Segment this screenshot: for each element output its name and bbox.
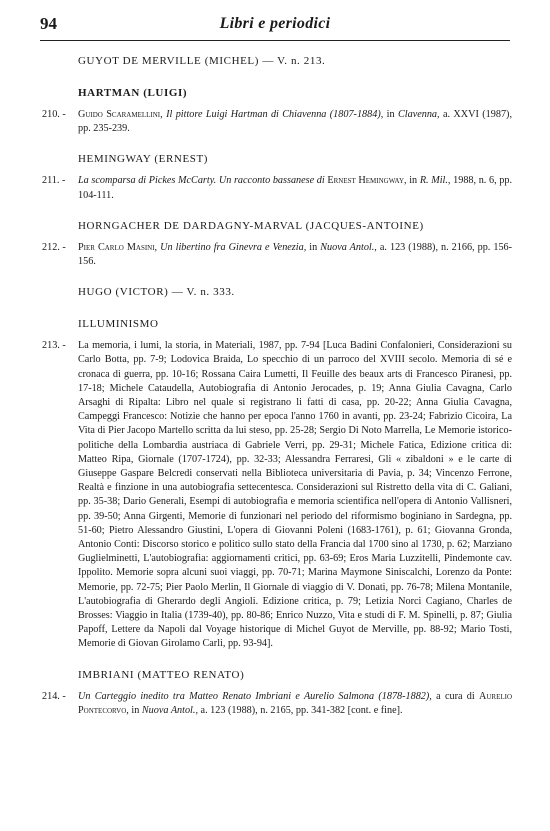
subject-heading-hartman: HARTMAN (LUIGI): [78, 87, 188, 99]
entry-curator: Aurelio Pontecorvo,: [78, 690, 513, 716]
entry-journal: R. Mil.,: [419, 175, 451, 187]
entry-author: Ernest Hemingway,: [327, 175, 407, 187]
header-rule: [40, 40, 510, 41]
entry-number: 212. -: [42, 241, 66, 253]
subject-heading-imbriani: IMBRIANI (MATTEO RENATO): [78, 668, 245, 681]
entry-journal: Nuova Antol.,: [320, 241, 377, 253]
entry-212: 212. - Pier Carlo Masini, Un libertino fra Ginevra e Venezia, in Nuova Antol., a. 123 (1988), n. 2166, pp. 156-156.: [42, 241, 512, 269]
subject-heading-hemingway: HEMINGWAY (ERNEST): [78, 153, 209, 166]
entry-number: 210. -: [42, 109, 66, 120]
entry-211: 211. - La scomparsa di Pickes McCarty. Un racconto bassanese di Ernest Hemingway, in R. Mil., 1988, n. 6, pp. 104-111.: [42, 174, 512, 202]
entry-details: a. 123 (1988), n. 2166, pp. 156-156.: [78, 241, 513, 268]
entry-text: La memoria, i lumi, la storia, in Materiali, 1987, pp. 7-94 [Luca Badini Confalonieri, Considerazioni su Carlo Botta, pp. 7-9; Lodovica Braida, Lo specchio di un parroco del XVIII secolo. Memoria di sé e cronaca di guerra, pp. 10-16; Rossana Caira Lumetti, Il Feuille des beaux arts di Francesco Piranesi, pp. 17-18; Michele Cataudella, Autobiografia di Antonio Jerocades, p. 19; Anna Giulia Cavagna, Carlo Arsaghi di Ripalta: Libro nel quale si registrano li fatti di casa, pp. 20-22; Anna Giulia Cavagna, Campeggi Francesco: Notizie che hanno per epoca l'anno 1760 in avanti, pp. 23-24; Fabrizio Cicoira, La Vita di Pier Jacopo Martello scritta da lui steso, pp. 25-28; Sergio Di Noto Marrella, Le Memorie istorico-politiche della Lombardia austriaca di Gabriele Verri, pp. 29-31; Michele Fatica, Edizione critica di: Matteo Ripa, Giornale (1707-1724), pp. 32-33; Alessandra Ferraresi, Gli « zibaldoni » e le carte di Giuseppe Gaspare Belcredi conservati nella Biblioteca universitaria di Pavia, p. 34; Vincenzo Ferrone, Realtà e finzione in una autobiografia settecentesca. Considerazioni sul Ristretto della vita di C. Galiani, pp. 35-38; Dario Generali, Esempi di autobiografia e memoria scientifica nell'opera di Antonio Vallisneri, pp. 39-50; Anna Girgenti, Memorie di funzionari nel periodo del riformismo boginiano in Sardegna, pp. 51-60; Pietro Alessandro Giustini, L'opera di Giovanni Poleni (1683-1761), p. 61; Giovanna Gronda, Antonio Conti: Discorso storico e politico sullo stato della Francia dal 1700 sino al 1730, p. 62; Marziano Guglielminetti, L'autobiografia: aggiornamenti critici, pp. 63-69; Eros Maria Luzzitelli, Pindemonte cav. Ippolito. Memorie sopra alcuni suoi viaggi, pp. 70-71; Marina Maymone Siniscalchi, Lorenzo da Ponte: Memorie, pp. 72-75; Pier Paolo Merlin, Il Giornale di viaggio di V. Donati, pp. 76-78; Milena Montanile, L'autobiografia di Gherardo degli Angioli. Edizione critica, p. 79; Letizia Norci Cagiano, Charles de Brosses: Viaggio in Italia (1739-40), pp. 80-86; Enrico Nuzzo, Vita e studi di F. M. Spinelli, p. 87; Giulia Papoff, Lettere da Napoli dal Voyage historique di Michel Guyot de Merville, pp. 88-92; Mario Tosti, Memorie di Giovan Girolamo Carli, pp. 93-94].: [78, 340, 512, 650]
entry-number: 213. -: [42, 340, 66, 352]
page-header: [40, 14, 510, 38]
subject-heading-hugo: HUGO (VICTOR) — V. n. 333.: [78, 286, 235, 299]
page-number: 94: [40, 14, 57, 33]
subject-heading-guyot: GUYOT DE MERVILLE (MICHEL) — V. n. 213.: [78, 55, 326, 67]
subject-heading-horngacher: HORNGACHER DE DARDAGNY-MARVAL (JACQUES-ANTOINE): [78, 219, 424, 232]
bibliography-list: [42, 54, 512, 734]
entry-number: 214. -: [42, 690, 66, 702]
entry-journal: Nuova Antol.,: [141, 704, 198, 716]
entry-214: 214. - Un Carteggio inedito tra Matteo Renato Imbriani e Aurelio Salmona (1878-1882), a cura di Aurelio Pontecorvo, in Nuova Antol., a. 123 (1988), n. 2165, pp. 341-382 [cont. e fine].: [42, 690, 512, 718]
entry-title: Il pittore Luigi Hartman di Chiavenna (1807-1884),: [166, 109, 384, 120]
entry-details: 1988, n. 6, pp. 104-111.: [78, 175, 513, 201]
entry-title: Un libertino fra Ginevra e Venezia,: [160, 241, 307, 253]
entry-author: Pier Carlo Masini,: [78, 241, 158, 253]
entry-title: La scomparsa di Pickes McCarty. Un racconto bassanese di: [78, 175, 325, 187]
entry-journal: Clavenna,: [397, 109, 440, 120]
entry-details: a. XXVI (1987), pp. 235-239.: [78, 109, 512, 135]
running-title: Libri e periodici: [219, 15, 331, 32]
entry-title: Un Carteggio inedito tra Matteo Renato Imbriani e Aurelio Salmona (1878-1882),: [78, 690, 432, 702]
entry-details: a. 123 (1988), n. 2165, pp. 341-382 [cont. e fine].: [200, 704, 403, 716]
entry-number: 211. -: [42, 175, 66, 187]
entry-213: [42, 339, 512, 651]
subject-heading-illuminismo: ILLUMINISMO: [78, 318, 159, 331]
entry-author: Guido Scaramellini,: [78, 109, 163, 120]
entry-210: 210. - Guido Scaramellini, Il pittore Luigi Hartman di Chiavenna (1807-1884), in Clavenna, a. XXVI (1987), pp. 235-239.: [42, 108, 512, 136]
